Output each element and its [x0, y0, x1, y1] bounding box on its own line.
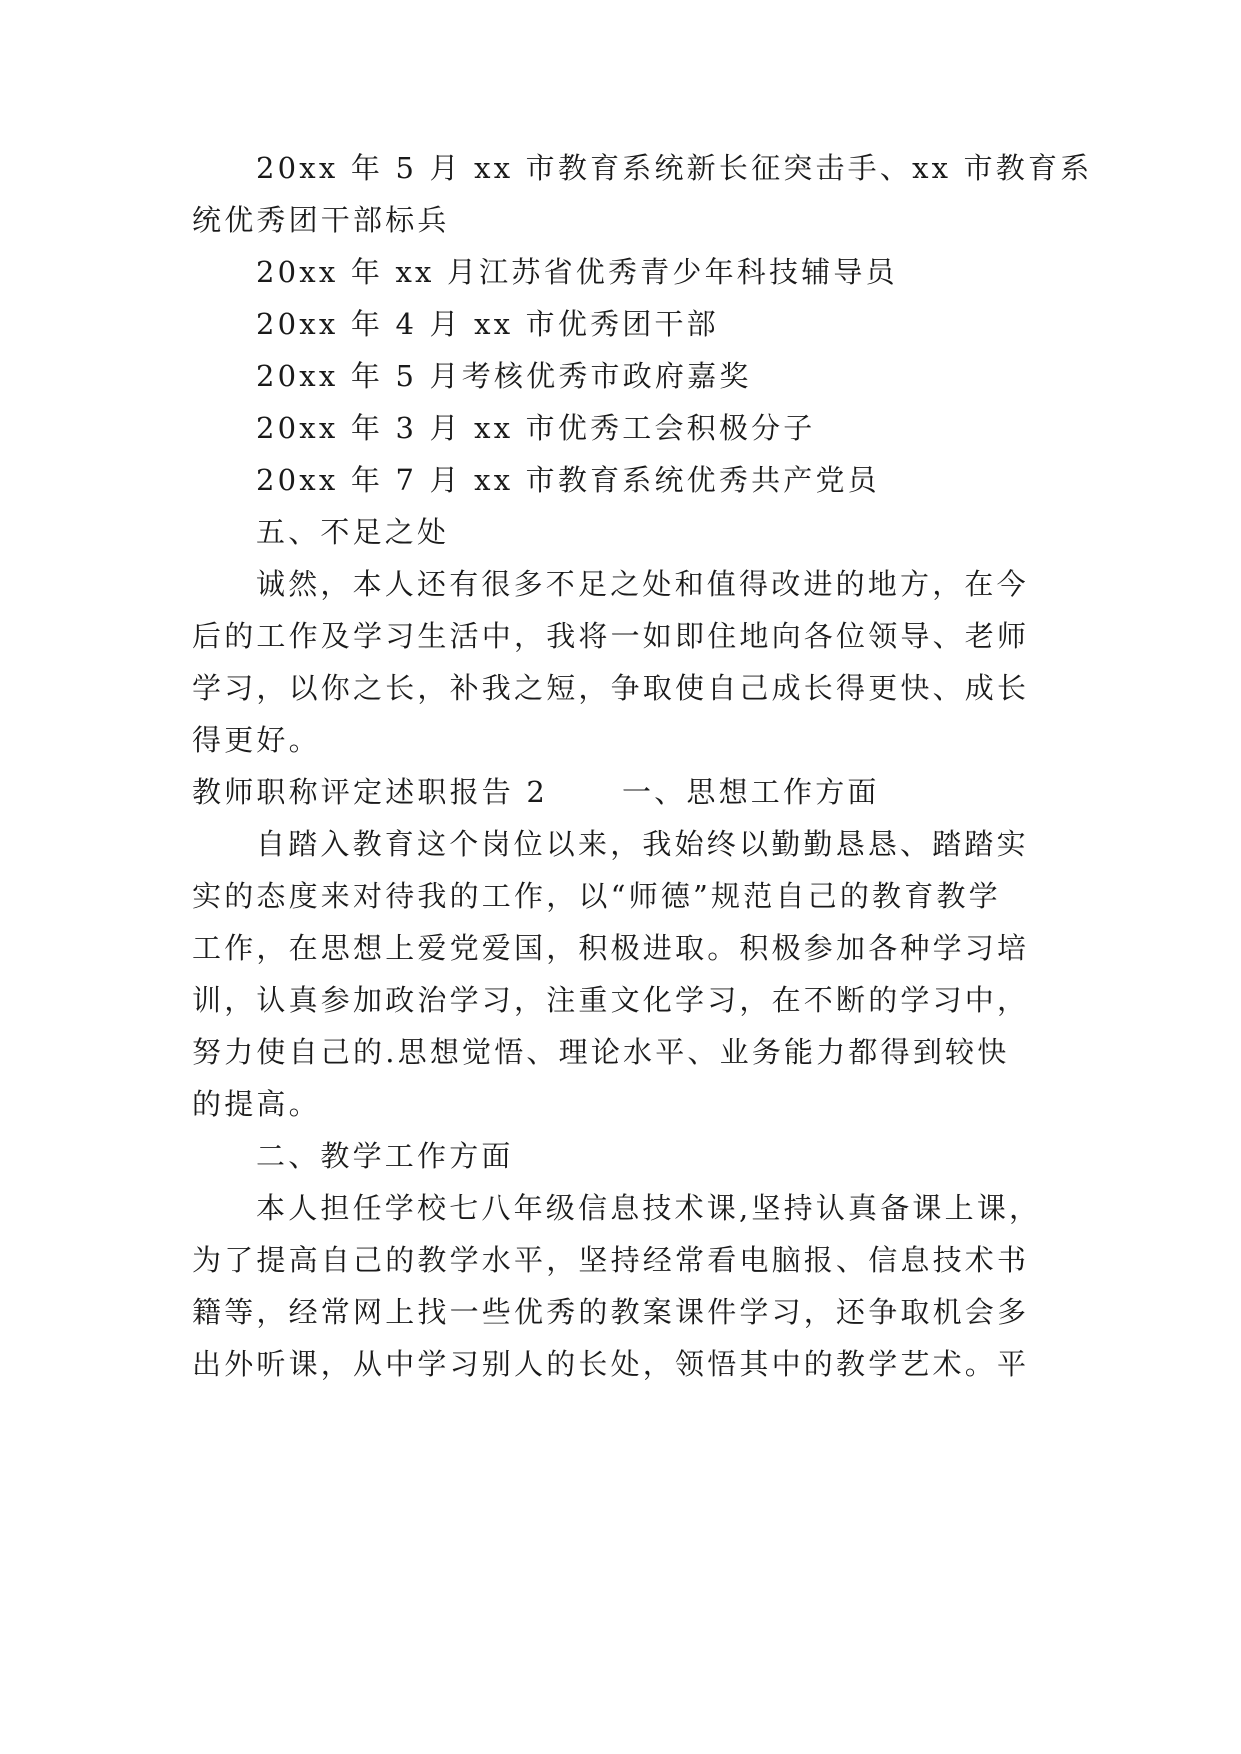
paragraph-line: 工作，在思想上爱党爱国，积极进取。积极参加各种学习培 [192, 931, 1030, 965]
section-heading-teaching: 二、教学工作方面 [256, 1139, 514, 1173]
paragraph-line: 诚然，本人还有很多不足之处和值得改进的地方，在今 [256, 567, 1029, 601]
section-heading-thought: 一、思想工作方面 [622, 775, 880, 809]
paragraph-line: 后的工作及学习生活中，我将一如即住地向各位领导、老师 [192, 619, 1030, 653]
paragraph-line: 自踏入教育这个岗位以来，我始终以勤勤恳恳、踏踏实 [256, 827, 1029, 861]
paragraph-line: 学习，以你之长，补我之短，争取使自己成长得更快、成长 [192, 671, 1030, 705]
award-line-4: 20xx 年 5 月考核优秀市政府嘉奖 [256, 359, 752, 393]
paragraph-line: 本人担任学校七八年级信息技术课,坚持认真备课上课， [256, 1191, 1042, 1225]
award-line-1: 20xx 年 5 月 xx 市教育系统新长征突击手、xx 市教育系 [256, 151, 1093, 185]
paragraph-line: 实的态度来对待我的工作，以“师德”规范自己的教育教学 [192, 879, 1001, 913]
award-line-1-cont: 统优秀团干部标兵 [192, 203, 450, 237]
paragraph-line: 出外听课，从中学习别人的长处，领悟其中的教学艺术。平 [192, 1347, 1030, 1381]
award-line-2: 20xx 年 xx 月江苏省优秀青少年科技辅导员 [256, 255, 898, 289]
award-line-5: 20xx 年 3 月 xx 市优秀工会积极分子 [256, 411, 816, 445]
report-title-row [192, 772, 1072, 812]
section-heading-shortcomings: 五、不足之处 [256, 515, 450, 549]
paragraph-line: 努力使自己的.思想觉悟、理论水平、业务能力都得到较快 [192, 1035, 1010, 1069]
award-line-3: 20xx 年 4 月 xx 市优秀团干部 [256, 307, 719, 341]
award-line-6: 20xx 年 7 月 xx 市教育系统优秀共产党员 [256, 463, 880, 497]
report-title: 教师职称评定述职报告 2 [192, 775, 549, 809]
paragraph-line: 训，认真参加政治学习，注重文化学习，在不断的学习中， [192, 983, 1030, 1017]
paragraph-line: 籍等，经常网上找一些优秀的教案课件学习，还争取机会多 [192, 1295, 1030, 1329]
paragraph-line: 得更好。 [192, 723, 321, 757]
paragraph-line: 为了提高自己的教学水平，坚持经常看电脑报、信息技术书 [192, 1243, 1030, 1277]
paragraph-line: 的提高。 [192, 1087, 321, 1121]
